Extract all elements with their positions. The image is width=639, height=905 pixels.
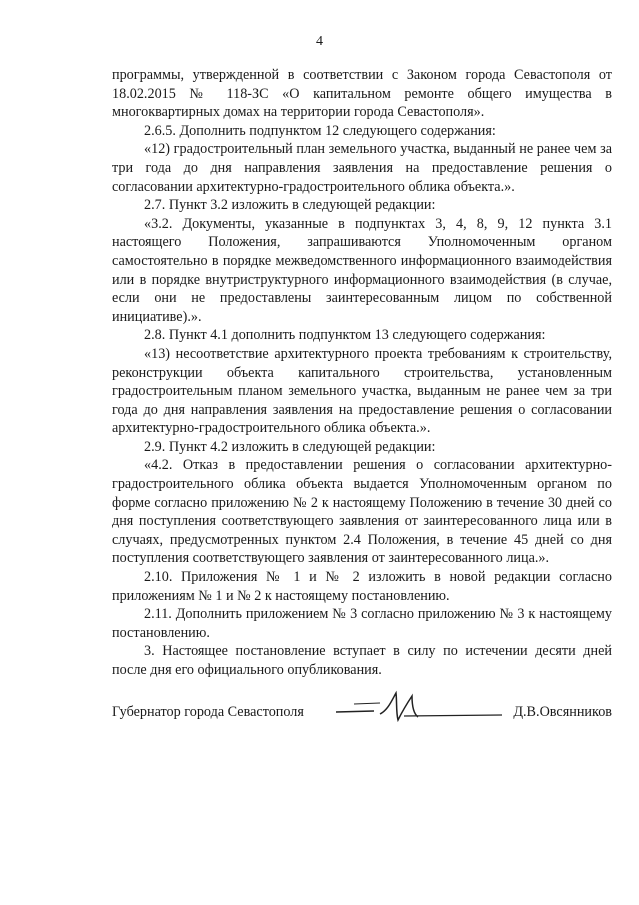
- paragraph-quote-13: «13) несоответствие архитектурного проекта требованиям к строительству, реконструкции объекта капитального строительства, установленным градостроительным планом земельного участка, выданным не ранее чем за три года до дня направления заявления на предоставление решения о согласовании архитектурно-градостроительного облика объекта.».: [112, 345, 612, 437]
- signatory-title: Губернатор города Севастополя: [112, 704, 304, 720]
- paragraph-2-10: 2.10. Приложения № 1 и № 2 изложить в новой редакции согласно приложениям № 1 и № 2 к настоящему постановлению.: [112, 569, 612, 604]
- paragraph-2-11: 2.11. Дополнить приложением № 3 согласно приложению № 3 к настоящему постановлению.: [112, 606, 612, 641]
- paragraph-2-6-5: 2.6.5. Дополнить подпунктом 12 следующего содержания:: [144, 122, 496, 139]
- signatory-name: Д.В.Овсянников: [513, 704, 612, 720]
- paragraph-quote-3-2: «3.2. Документы, указанные в подпунктах 3, 4, 8, 9, 12 пункта 3.1 настоящего Положения, запрашиваются Уполномоченным органом самостоятельно в порядке межведомственного информационного взаимодействия или в порядке внутриструктурного информационного взаимодействия (в случае, если они не предоставлены заинтересованным лицом по собственной инициативе).».: [112, 215, 612, 325]
- paragraph-quote-12: «12) градостроительный план земельного участка, выданный не ранее чем за три года до дня направления заявления на предоставление решения о согласовании архитектурно-градостроительного облика объекта.».: [112, 141, 612, 195]
- page-number: 4: [316, 34, 323, 49]
- paragraph-2-9: 2.9. Пункт 4.2 изложить в следующей редакции:: [144, 438, 436, 455]
- paragraph-2-7: 2.7. Пункт 3.2 изложить в следующей редакции:: [144, 197, 436, 214]
- document-body: [112, 66, 612, 680]
- handwritten-signature: [334, 690, 504, 726]
- paragraph-quote-4-2: «4.2. Отказ в предоставлении решения о согласовании архитектурно-градостроительного облика объекта выдается Уполномоченным органом по форме согласно приложению № 2 к настоящему Положению в течение 30 дней со дня поступления соответствующего заявления от заинтересованного лица или в случаях, предусмотренных пунктом 2.4 Положения, в течение 45 дней со дня поступления соответствующего заявления от заинтересованного лица.».: [112, 457, 612, 567]
- paragraph-3: 3. Настоящее постановление вступает в силу по истечении десяти дней после дня его официального опубликования.: [112, 643, 612, 678]
- paragraph-2-8: 2.8. Пункт 4.1 дополнить подпунктом 13 следующего содержания:: [144, 327, 546, 344]
- paragraph-continuation: программы, утвержденной в соответствии с Законом города Севастополя от 18.02.2015 № 118-ЗС «О капитальном ремонте общего имущества в многоквартирных домах на территории города Севастополя».: [112, 67, 612, 121]
- signature-block: [112, 690, 612, 730]
